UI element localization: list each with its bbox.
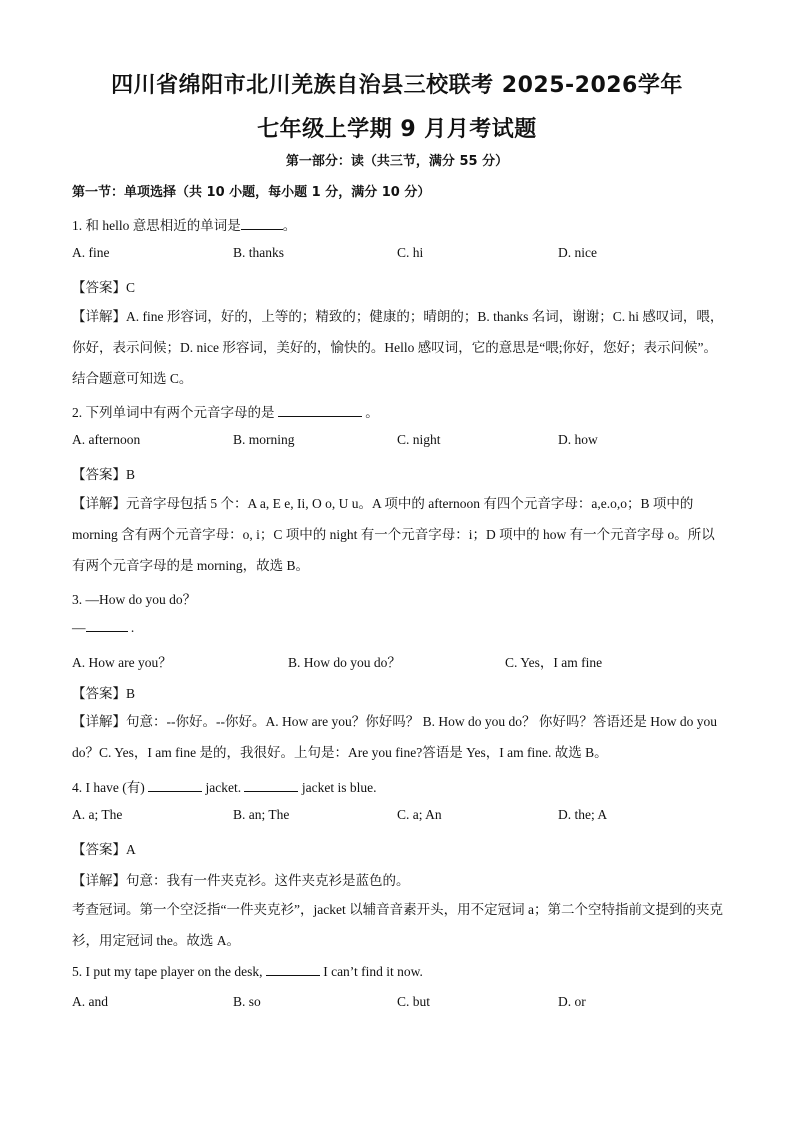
answer-blank xyxy=(278,404,362,417)
q1-option-d: D. nice xyxy=(558,245,597,260)
question-1-stem xyxy=(72,214,296,234)
q2-answer: 【答案】B xyxy=(72,467,136,482)
answer-blank xyxy=(266,963,320,976)
question-5-stem xyxy=(72,963,423,980)
reply-dash: — xyxy=(72,620,86,635)
q4-explanation: 考查冠词。第一个空泛指“一件夹克衫”，jacket 以辅音音素开头，用不定冠词 a；第二个空特指前文提到的夹克衫，用定冠词 the。故选 A。 xyxy=(72,902,723,948)
exam-title-line2: 七年级上学期 9 月月考试题 xyxy=(257,117,537,142)
q2-option-b: B. morning xyxy=(233,432,295,447)
exam-title-line1: 四川省绵阳市北川羌族自治县三校联考 2025-2026学年 xyxy=(111,73,683,98)
question-3-reply xyxy=(72,619,134,636)
q1-explanation: 【详解】A. fine 形容词，好的，上等的；精致的；健康的；晴朗的；B. thanks 名词，谢谢；C. hi 感叹词，喂，你好，表示问候；D. nice 形容词，美好的，愉快的。Hello 感叹词，它的意思是“喂;你好，您好；表示问候”。结合题意可知选 C。 xyxy=(72,309,724,386)
q2-option-d: D. how xyxy=(558,432,598,447)
question-2-stem xyxy=(72,401,379,421)
q4-option-c: C. a; An xyxy=(397,807,442,822)
q5-option-b: B. so xyxy=(233,994,261,1009)
q3-option-b: B. How do you do？ xyxy=(288,655,401,670)
q5-option-a: A. and xyxy=(72,994,108,1009)
question-2-text-end: 。 xyxy=(361,405,379,420)
question-3-stem: 3. —How do you do？ xyxy=(72,592,197,607)
question-4-stem xyxy=(72,776,376,796)
question-4-text-end: jacket is blue. xyxy=(298,780,377,795)
question-2-text: 2. 下列单词中有两个元音字母的是 xyxy=(72,405,278,420)
q5-option-c: C. but xyxy=(397,994,431,1009)
q2-option-a: A. afternoon xyxy=(72,432,141,447)
part-heading: 第一部分：读（共三节，满分 55 分） xyxy=(285,154,509,169)
q2-explanation: 【详解】元音字母包括 5 个：A a, E e, Ii, O o, U u。A 项中的 afternoon 有四个元音字母：a,e.o,o；B 项中的 morning 含有两个元音字母：o, i；C 项中的 night 有一个元音字母：i；D 项中的 how 有一个元音字母 o。所以有两个元音字母的是 morning，故选 B。 xyxy=(72,496,715,573)
answer-blank xyxy=(241,217,283,230)
answer-blank-2 xyxy=(244,779,298,792)
q3-answer: 【答案】B xyxy=(72,686,136,701)
question-1-text-end: 。 xyxy=(282,218,297,233)
section-heading: 第一节：单项选择（共 10 小题，每小题 1 分，满分 10 分） xyxy=(72,185,431,200)
q3-explanation: 【详解】句意：--你好。--你好。A. How are you？你好吗？ B. How do you do？ 你好吗？答语还是 How do you do？C. Yes，I am fine 是的，我很好。上句是：Are you fine?答语是 Yes，I am fine. 故选 B。 xyxy=(72,714,717,760)
reply-end: . xyxy=(127,620,135,635)
q5-option-d: D. or xyxy=(558,994,586,1009)
q1-option-a: A. fine xyxy=(72,245,110,260)
q4-explanation-translation: 【详解】句意：我有一件夹克衫。这件夹克衫是蓝色的。 xyxy=(72,873,410,888)
question-1-text: 1. 和 hello 意思相近的单词是 xyxy=(72,218,241,233)
q4-option-d: D. the; A xyxy=(558,807,608,822)
q2-option-c: C. night xyxy=(397,432,441,447)
answer-blank-1 xyxy=(148,779,202,792)
q3-option-c: C. Yes，I am fine xyxy=(505,655,603,670)
answer-blank xyxy=(86,619,128,632)
q3-option-a: A. How are you？ xyxy=(72,655,172,670)
question-4-text: 4. I have (有) xyxy=(72,780,149,795)
question-4-text-mid: jacket. xyxy=(202,780,245,795)
q4-answer: 【答案】A xyxy=(72,842,136,857)
question-5-text: 5. I put my tape player on the desk, xyxy=(72,964,266,979)
q1-option-c: C. hi xyxy=(397,245,424,260)
q4-option-a: A. a; The xyxy=(72,807,123,822)
q1-answer: 【答案】C xyxy=(72,280,136,295)
q4-option-b: B. an; The xyxy=(233,807,290,822)
question-5-text-end: I can’t find it now. xyxy=(319,964,423,979)
q1-option-b: B. thanks xyxy=(233,245,285,260)
